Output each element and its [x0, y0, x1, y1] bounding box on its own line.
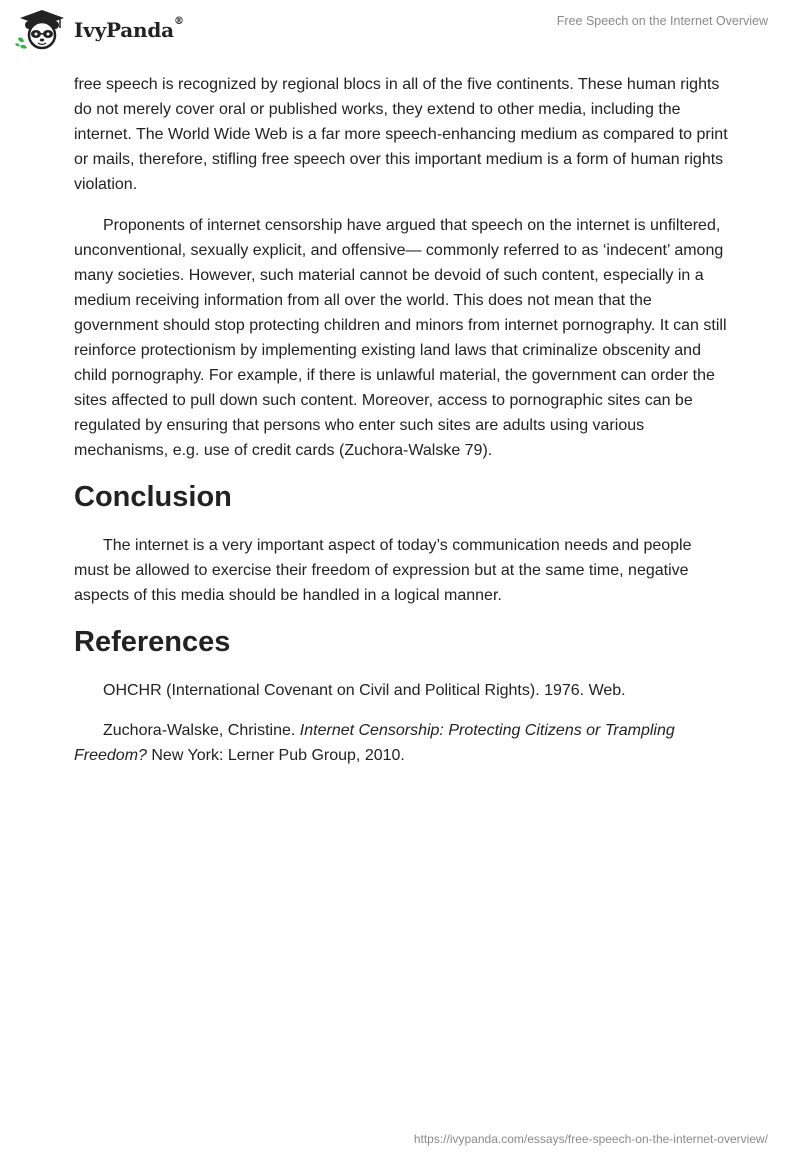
- panda-graduate-icon: [14, 8, 70, 50]
- brand-name: IvyPanda®: [74, 16, 184, 42]
- paragraph-1: free speech is recognized by regional blocs in all of the five continents. These human rights do not merely cover oral or published works, they extend to other media, including the internet. The World Wide Web is a far more speech-enhancing medium as compared to print or mails, therefore, stifling free speech over this important medium is a form of human rights violation.: [74, 76, 728, 193]
- paragraph-2: Proponents of internet censorship have argued that speech on the internet is unfiltered, unconventional, sexually explicit, and offensive— commonly referred to as ‘indecent’ among many societies. However, such material cannot be devoid of such content, especially in a medium receiving information from all over the world. This does not mean that the government should stop protecting children and minors from internet pornography. It can still reinforce protectionism by implementing existing land laws that criminalize obscenity and child pornography. For example, if there is unlawful material, the government can order the sites affected to pull down such content. Moreover, access to pornographic sites can be regulated by ensuring that persons who enter such sites are adults using various mechanisms, e.g. use of credit cards (Zuchora-Walske 79).: [74, 217, 727, 459]
- reference-title: Internet Censorship: Protecting Citizens or Trampling Freedom?: [74, 722, 675, 764]
- logo[interactable]: [14, 8, 184, 50]
- conclusion-paragraph: The internet is a very important aspect of today’s communication needs and people must be allowed to exercise their freedom of expression but at the same time, negative aspects of this media should be handled in a logical manner.: [74, 537, 692, 604]
- document-title: Free Speech on the Internet Overview: [556, 14, 768, 28]
- conclusion-heading: Conclusion: [74, 481, 232, 513]
- essay-content: [74, 72, 728, 783]
- reference-author: Zuchora-Walske, Christine.: [103, 722, 300, 739]
- source-url[interactable]: https://ivypanda.com/essays/free-speech-on-the-internet-overview/: [413, 1132, 768, 1146]
- reference-publisher: New York: Lerner Pub Group, 2010.: [146, 747, 405, 764]
- reference-item: OHCHR (International Covenant on Civil and Political Rights). 1976. Web.: [103, 682, 626, 699]
- reference-item: [74, 718, 728, 768]
- page-header: [0, 0, 800, 70]
- references-heading: References: [74, 626, 231, 658]
